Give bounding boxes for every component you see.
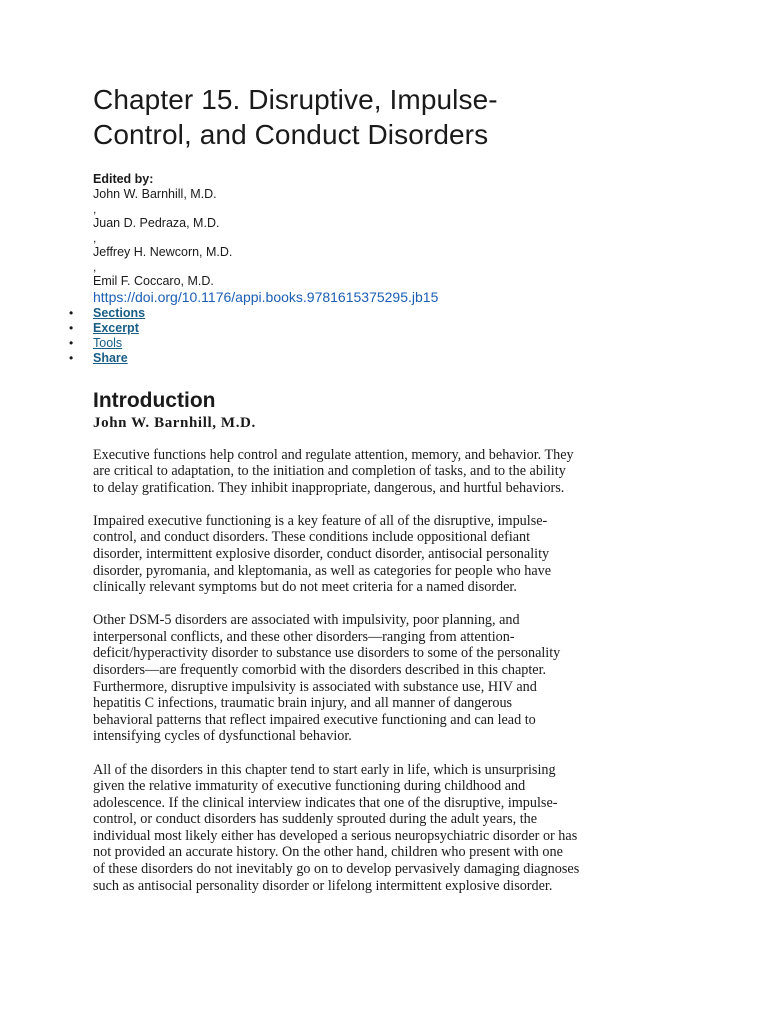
text-line: such as antisocial personality disorder or lifelong intermittent explosive disorder. (93, 877, 553, 894)
chapter-title-line-1: Chapter 15. Disruptive, Impulse- (93, 84, 498, 115)
nav-item-excerpt (69, 321, 669, 336)
chapter-title-line-2: Control, and Conduct Disorders (93, 119, 489, 150)
text-line: disorder, intermittent explosive disorder, conduct disorder, antisocial personality (93, 545, 550, 562)
text-line: behavioral patterns that reflect impaired executive functioning and can lead to (93, 711, 536, 728)
nav-item-share (69, 351, 669, 366)
text-line: disorders—are frequently comorbid with the disorders described in this chapter. (93, 662, 547, 679)
text-line: disorder, pyromania, and kleptomania, as well as categories for people who have (93, 562, 552, 579)
paragraph (93, 612, 693, 745)
text-line: adolescence. If the clinical interview indicates that one of the disruptive, impulse- (93, 794, 558, 811)
paragraph (93, 762, 693, 895)
text-line: Other DSM-5 disorders are associated with impulsivity, poor planning, and (93, 612, 520, 629)
text-line: Executive functions help control and regulate attention, memory, and behavior. They (93, 446, 574, 463)
doi-link[interactable]: https://doi.org/10.1176/appi.books.9781615375295.jb15 (93, 288, 439, 305)
text-line: Furthermore, disruptive impulsivity is associated with substance use, HIV and (93, 678, 537, 695)
excerpt-link[interactable]: Excerpt (93, 320, 139, 335)
editor-separator: , (93, 201, 97, 216)
text-line: intensifying cycles of dysfunctional behavior. (93, 728, 352, 745)
text-line: individual most likely either has developed a serious neuropsychiatric disorder or has (93, 827, 578, 844)
paragraph (93, 447, 693, 497)
article-nav-list (69, 306, 669, 336)
text-line: deficit/hyperactivity disorder to substance use disorders to some of the personality (93, 645, 561, 662)
text-line: of these disorders do not inevitably go on to develop pervasively damaging diagnoses (93, 861, 580, 878)
sections-link[interactable]: Sections (93, 305, 146, 320)
editor-name: Jeffrey H. Newcorn, M.D. (93, 245, 233, 259)
text-line: control, or conduct disorders has suddenly sprouted during the adult years, the (93, 811, 538, 828)
text-line: All of the disorders in this chapter tend to start early in life, which is unsurprising (93, 761, 556, 778)
editor-separator: , (93, 259, 97, 274)
editor-name: John W. Barnhill, M.D. (93, 187, 217, 201)
text-line: not provided an accurate history. On the other hand, children who present with one (93, 844, 563, 861)
article-tools-list (69, 336, 669, 366)
text-line: given the relative immaturity of executive functioning during childhood and (93, 778, 526, 795)
tools-link[interactable]: Tools (93, 335, 123, 350)
document-page (93, 82, 693, 894)
paragraph (93, 513, 693, 596)
text-line: interpersonal conflicts, and these other disorders—ranging from attention- (93, 628, 515, 645)
text-line: are critical to adaptation, to the initiation and completion of tasks, and to the ability (93, 463, 566, 480)
text-line: Impaired executive functioning is a key feature of all of the disruptive, impulse- (93, 512, 548, 529)
section-heading: Introduction (93, 388, 216, 412)
editor-separator: , (93, 230, 97, 245)
editor-name: Emil F. Coccaro, M.D. (93, 274, 214, 288)
edited-by-label: Edited by: (93, 172, 154, 186)
editors-block (93, 172, 693, 306)
share-link[interactable]: Share (93, 350, 128, 365)
text-line: clinically relevant symptoms but do not meet criteria for a named disorder. (93, 579, 517, 596)
section-author: John W. Barnhill, M.D. (93, 414, 256, 431)
nav-item-sections (69, 306, 669, 321)
editor-name: Juan D. Pedraza, M.D. (93, 216, 220, 230)
text-line: hepatitis C infections, traumatic brain injury, and all manner of dangerous (93, 695, 513, 712)
nav-item-tools (69, 336, 669, 351)
text-line: to delay gratification. They inhibit inappropriate, dangerous, and hurtful behaviors. (93, 479, 565, 496)
text-line: control, and conduct disorders. These conditions include oppositional defiant (93, 529, 531, 546)
chapter-title (93, 82, 693, 152)
